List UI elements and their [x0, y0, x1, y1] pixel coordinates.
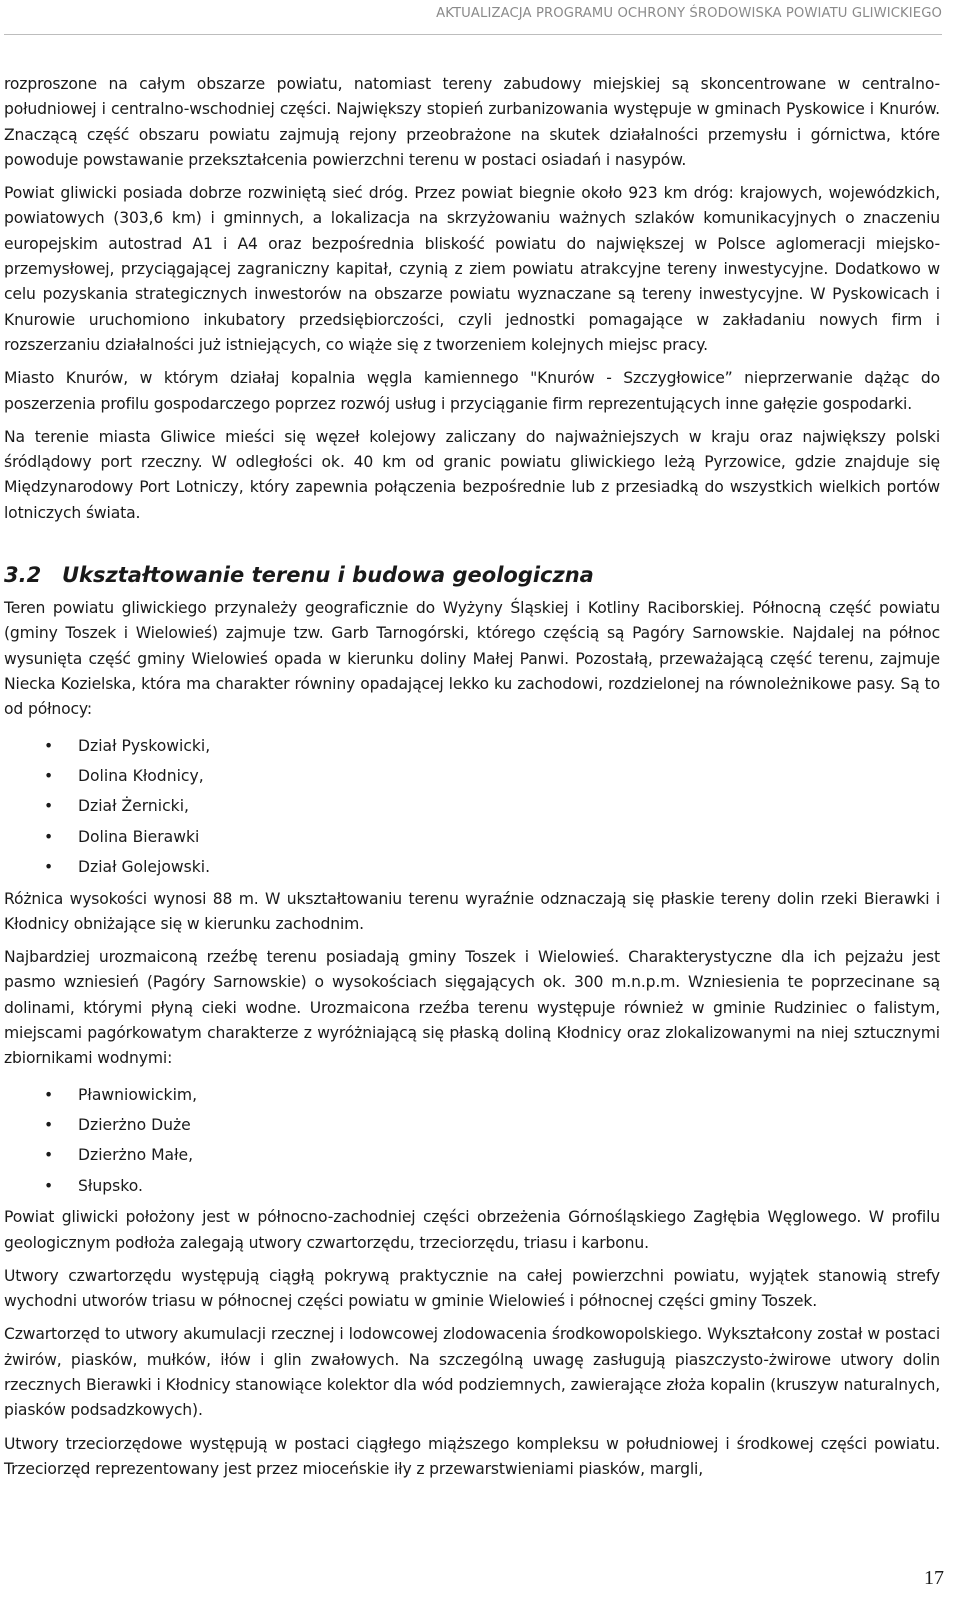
bullet-icon: • [44, 858, 54, 877]
header-divider [4, 34, 942, 35]
section-title: Ukształtowanie terenu i budowa geologiczna [62, 563, 594, 588]
list-item: • Pławniowickim, [4, 1080, 940, 1110]
list-item: • Dolina Bierawki [4, 822, 940, 852]
section-heading [4, 560, 940, 590]
list-item: • Słupsko. [4, 1171, 940, 1201]
section-number: 3.2 [4, 563, 42, 588]
bullet-icon: • [44, 1085, 54, 1104]
paragraph-quaternary: Czwartorzęd to utwory akumulacji rzecznej i lodowcowej zlodowacenia środkowopolskiego. Wykształcony został w postaci żwirów, piasków, mułków, iłów i glin zwałowych. Na szczególną uwagę zasługują piaszczysto-żwirowe utwory dolin rzecznych Bierawki i Kłodnicy stanowiące kolektor dla wód podziemnych, zawierające złoża kopalin (kruszyw naturalnych, piasków podsadzkowych). [4, 1325, 940, 1420]
list-item: • Dolina Kłodnicy, [4, 761, 940, 791]
paragraph-terrain-intro: Teren powiatu gliwickiego przynależy geograficznie do Wyżyny Śląskiej i Kotliny Raciborskiej. Północną część powiatu (gminy Toszek i Wielowieś) zajmuje tzw. Garb Tarnogórski, którego częścią są Pagóry Sarnowskie. Najdalej na północ wysunięta część gminy Wielowieś opada w kierunku doliny Małej Panwi. Pozostałą, przeważającą część terenu, zajmuje Niecka Kozielska, która ma charakter równiny opadającej lekko ku zachodowi, rozdzielonej na równoleżnikowe pasy. Są to od północy: [4, 599, 940, 719]
paragraph-tertiary: Utwory trzeciorzędowe występują w postaci ciągłego miąższego kompleksu w południowej i środkowej części powiatu. Trzeciorzęd reprezentowany jest przez mioceńskie iły z przewarstwieniami piasków, margli, [4, 1434, 940, 1478]
list-reservoirs [4, 1080, 940, 1202]
running-header: AKTUALIZACJA PROGRAMU OCHRONY ŚRODOWISKA POWIATU GLIWICKIEGO [436, 6, 942, 21]
page-number: 17 [924, 1567, 944, 1589]
bullet-icon: • [44, 797, 54, 816]
list-item: • Dział Żernicki, [4, 791, 940, 821]
bullet-icon: • [44, 766, 54, 785]
paragraph-relief: Najbardziej urozmaiconą rzeźbę terenu posiadają gminy Toszek i Wielowieś. Charakterystyczne dla ich pejzażu jest pasmo wzniesień (Pagóry Sarnowskie) o wysokościach sięgających ok. 300 m.n.p.m. Wzniesienia te poprzecinane są dolinami, którymi płyną cieki wodne. Urozmaicona rzeźba terenu występuje również w gminie Rudziniec o falistym, miejscami pagórkowatym charakterze z wyróżniającą się płaską doliną Kłodnicy oraz zlokalizowanymi na niej sztucznymi zbiornikami wodnymi: [4, 948, 940, 1068]
page-content [4, 72, 940, 1490]
paragraph-gliwice: Na terenie miasta Gliwice mieści się węzeł kolejowy zaliczany do najważniejszych w kraju oraz największy polski śródlądowy port rzeczny. W odległości ok. 40 km od granic powiatu gliwickiego leżą Pyrzowice, gdzie znajduje się Międzynarodowy Port Lotniczy, który zapewnia połączenia bezpośrednie lub z przesiadką do wszystkich wielkich portów lotniczych świata. [4, 427, 940, 522]
paragraph-height-difference: Różnica wysokości wynosi 88 m. W ukształtowaniu terenu wyraźnie odznaczają się płaskie tereny dolin rzeki Bierawki i Kłodnicy obniżające się w kierunku zachodnim. [4, 889, 940, 933]
list-item: • Dział Pyskowicki, [4, 731, 940, 761]
paragraph-urbanization: rozproszone na całym obszarze powiatu, natomiast tereny zabudowy miejskiej są skoncentrowane w centralno-południowej i centralno-wschodniej części. Największy stopień zurbanizowania występuje w gminach Pyskowice i Knurów. Znaczącą część obszaru powiatu zajmują rejony przeobrażone na skutek działalności przemysłu i górnictwa, które powoduje powstawanie przekształcenia powierzchni terenu w postaci osiadań i nasypów. [4, 75, 940, 169]
list-item: • Dzierżno Duże [4, 1110, 940, 1140]
bullet-icon: • [44, 827, 54, 846]
list-item: • Dzierżno Małe, [4, 1140, 940, 1170]
paragraph-knurow: Miasto Knurów, w którym działaj kopalnia węgla kamiennego "Knurów - Szczygłowice” nieprzerwanie dążąc do poszerzenia profilu gospodarczego poprzez rozwój usług i przyciąganie firm reprezentujących inne gałęzie gospodarki. [4, 369, 940, 413]
paragraph-geology: Powiat gliwicki położony jest w północno-zachodniej części obrzeżenia Górnośląskiego Zagłębia Węglowego. W profilu geologicznym podłoża zalegają utwory czwartorzędu, trzeciorzędu, triasu i karbonu. [4, 1208, 940, 1252]
bullet-icon: • [44, 1146, 54, 1165]
paragraph-roads: Powiat gliwicki posiada dobrze rozwiniętą sieć dróg. Przez powiat biegnie około 923 km dróg: krajowych, wojewódzkich, powiatowych (303,6 km) i gminnych, a lokalizacja na skrzyżowaniu ważnych szlaków komunikacyjnych o znaczeniu europejskim autostrad A1 i A4 oraz bezpośrednia bliskość powiatu do największej w Polsce aglomeracji miejsko-przemysłowej, przyciągającej zagraniczny kapitał, czynią z ziem powiatu atrakcyjne tereny inwestycyjne. Dodatkowo w celu pozyskania strategicznych inwestorów na obszarze powiatu wyznaczane są tereny inwestycyjne. W Pyskowicach i Knurowie uruchomiono inkubatory przedsiębiorczości, czyli jednostki pomagające w zakładaniu nowych firm i rozszerzaniu działalności już istniejących, co wiąże się z tworzeniem kolejnych miejsc pracy. [4, 184, 940, 354]
list-terrain-belts [4, 731, 940, 883]
paragraph-quaternary-cover: Utwory czwartorzędu występują ciągłą pokrywą praktycznie na całej powierzchni powiatu, wyjątek stanowią strefy wychodni utworów triasu w północnej części powiatu w gminie Wielowieś i północnej części gminy Toszek. [4, 1266, 940, 1311]
bullet-icon: • [44, 1176, 54, 1195]
list-item: • Dział Golejowski. [4, 852, 940, 882]
bullet-icon: • [44, 1116, 54, 1135]
bullet-icon: • [44, 736, 54, 755]
